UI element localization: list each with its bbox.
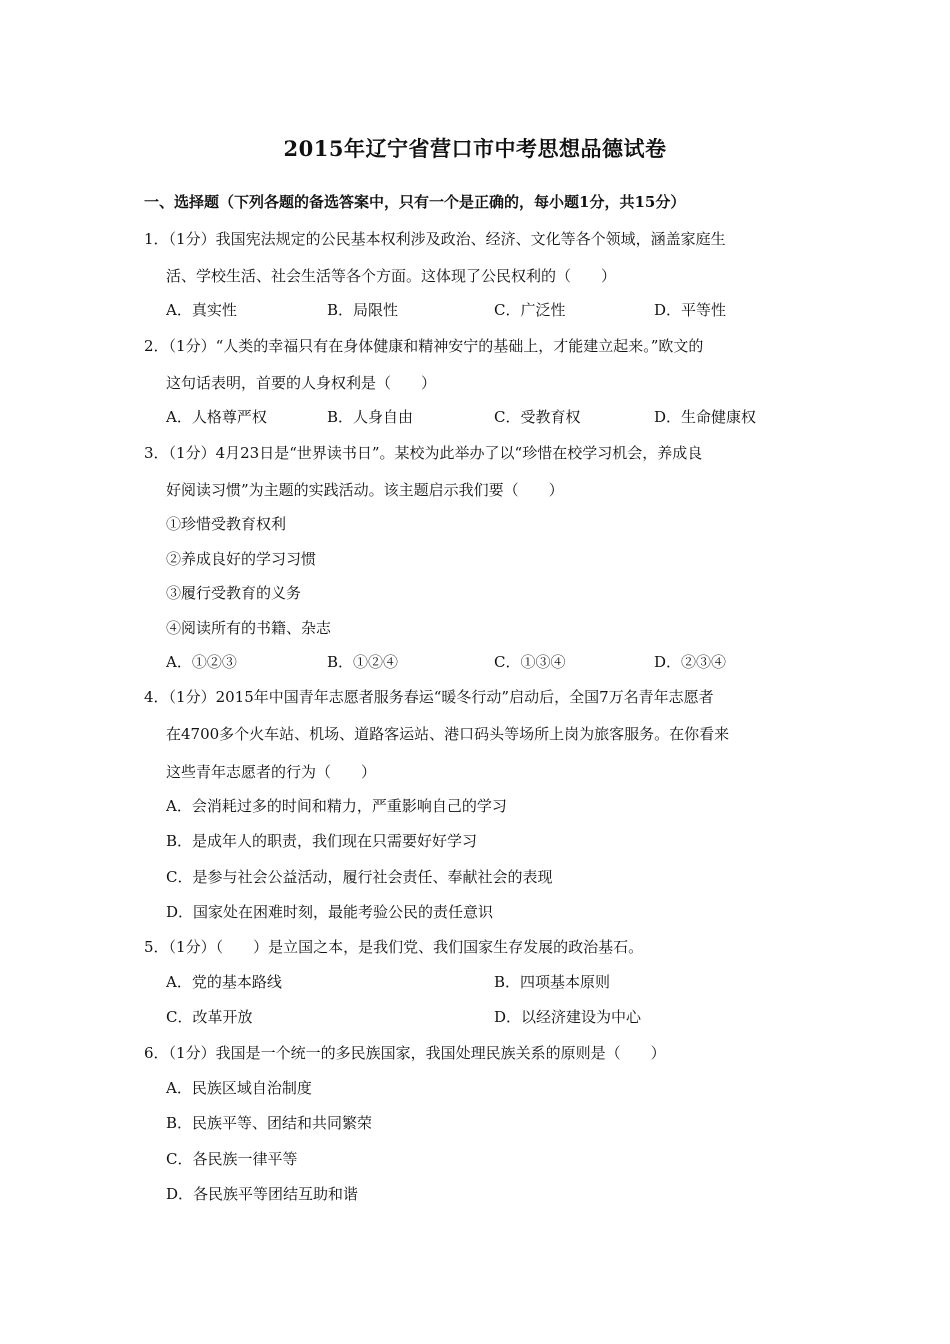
question-3-item-4: ④阅读所有的书籍、杂志 xyxy=(166,619,332,637)
question-5-line-1: 5．（1分）（ ）是立国之本，是我们党、我们国家生存发展的政治基石。 xyxy=(144,938,644,956)
question-5-option-c: C．改革开放 xyxy=(166,1008,253,1026)
question-1-option-c: C．广泛性 xyxy=(494,301,566,319)
question-2-option-d: D．生命健康权 xyxy=(654,408,757,426)
question-5-options-row-1 xyxy=(0,971,950,993)
question-3-item-3: ③履行受教育的义务 xyxy=(166,584,302,602)
question-1-option-d: D．平等性 xyxy=(654,301,727,319)
question-2-options xyxy=(0,406,950,428)
question-3-option-a: A．①②③ xyxy=(166,653,237,671)
question-4-line-3: 这些青年志愿者的行为（ ） xyxy=(166,763,377,781)
section-heading: 一、选择题（下列各题的备选答案中，只有一个是正确的，每小题1分，共15分） xyxy=(144,193,686,211)
question-5-option-d: D．以经济建设为中心 xyxy=(494,1008,642,1026)
question-6-option-d: D．各民族平等团结互助和谐 xyxy=(166,1185,359,1203)
page-title: 2015年辽宁省营口市中考思想品德试卷 xyxy=(283,136,667,161)
question-4-option-d: D．国家处在困难时刻，最能考验公民的责任意识 xyxy=(166,903,494,921)
question-3-item-2: ②养成良好的学习习惯 xyxy=(166,550,317,568)
question-1-options xyxy=(0,299,950,321)
question-2-option-c: C．受教育权 xyxy=(494,408,581,426)
question-5-option-b: B．四项基本原则 xyxy=(494,973,611,991)
question-4-option-c: C．是参与社会公益活动，履行社会责任、奉献社会的表现 xyxy=(166,868,553,886)
question-3-item-1: ①珍惜受教育权利 xyxy=(166,515,287,533)
question-3-options xyxy=(0,651,950,673)
question-1-option-a: A．真实性 xyxy=(166,301,237,319)
question-2-option-a: A．人格尊严权 xyxy=(166,408,267,426)
question-4-line-1: 4．（1分）2015年中国青年志愿者服务春运“暖冬行动”启动后，全国7万名青年志愿者 xyxy=(144,688,714,706)
question-4-line-2: 在4700多个火车站、机场、道路客运站、港口码头等场所上岗为旅客服务。在你看来 xyxy=(166,725,730,743)
question-1-option-b: B．局限性 xyxy=(327,301,399,319)
question-1-line-1: 1．（1分）我国宪法规定的公民基本权利涉及政治、经济、文化等各个领域，涵盖家庭生 xyxy=(144,230,726,248)
question-2-line-1: 2．（1分）“人类的幸福只有在身体健康和精神安宁的基础上，才能建立起来。”欧文的 xyxy=(144,337,704,355)
question-3-line-2: 好阅读习惯”为主题的实践活动。该主题启示我们要（ ） xyxy=(166,481,564,499)
question-3-option-c: C．①③④ xyxy=(494,653,566,671)
question-4-option-b: B．是成年人的职责，我们现在只需要好好学习 xyxy=(166,832,478,850)
question-6-option-a: A．民族区域自治制度 xyxy=(166,1079,312,1097)
question-3-line-1: 3．（1分）4月23日是“世界读书日”。某校为此举办了以“珍惜在校学习机会，养成良 xyxy=(144,444,703,462)
question-5-option-a: A．党的基本路线 xyxy=(166,973,282,991)
question-2-line-2: 这句话表明，首要的人身权利是（ ） xyxy=(166,374,437,392)
question-5-options-row-2 xyxy=(0,1006,950,1028)
question-4-option-a: A．会消耗过多的时间和精力，严重影响自己的学习 xyxy=(166,797,507,815)
question-1-line-2: 活、学校生活、社会生活等各个方面。这体现了公民权利的（ ） xyxy=(166,267,617,285)
question-3-option-b: B．①②④ xyxy=(327,653,399,671)
question-6-option-b: B．民族平等、团结和共同繁荣 xyxy=(166,1114,373,1132)
question-6-option-c: C．各民族一律平等 xyxy=(166,1150,298,1168)
question-3-option-d: D．②③④ xyxy=(654,653,727,671)
question-6-line-1: 6．（1分）我国是一个统一的多民族国家，我国处理民族关系的原则是（ ） xyxy=(144,1044,666,1062)
question-2-option-b: B．人身自由 xyxy=(327,408,414,426)
